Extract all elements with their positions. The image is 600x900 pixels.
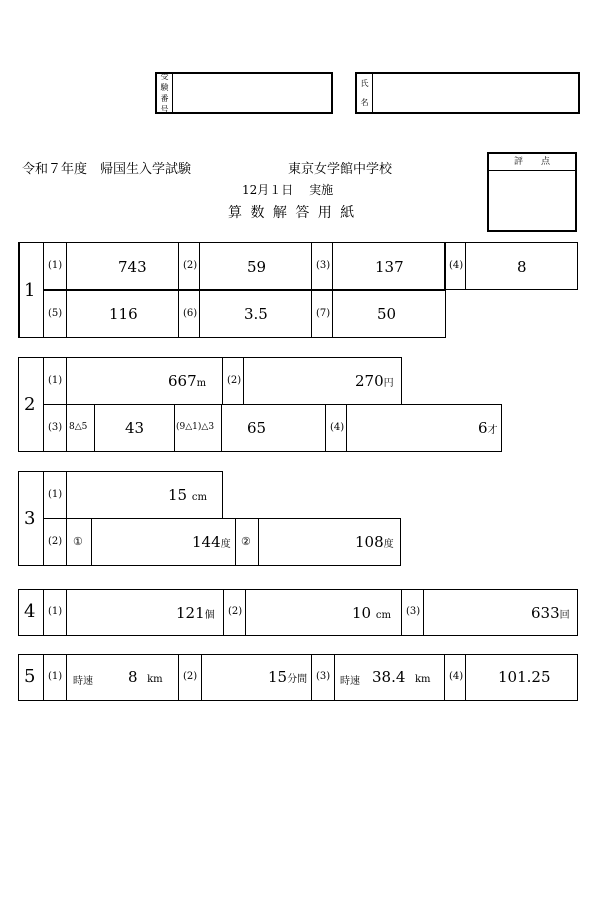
- q5-item2-value: 15: [268, 668, 288, 686]
- q2-item2-answer: [355, 372, 394, 390]
- q1-row-split: [43, 290, 446, 291]
- exam-line: 令和７年度 帰国生入学試験: [22, 162, 192, 177]
- date-line: 12月１日 実施: [242, 183, 334, 197]
- q4-item2-num: (2): [223, 589, 246, 636]
- q1-item5-answer: 116: [109, 305, 138, 323]
- q3-item2a-answer: [192, 533, 231, 551]
- q1-item1-num: (1): [43, 242, 67, 290]
- q2-item1-unit: m: [196, 378, 207, 389]
- q5-item2-num: (2): [178, 654, 202, 701]
- score-box: [487, 152, 577, 232]
- q4-frame: [18, 589, 578, 636]
- q4-section-number: 4: [24, 601, 36, 622]
- q5-item1-answer: [128, 668, 163, 686]
- exam-number-label: 受 験 番 号: [157, 74, 173, 112]
- q5-item1-value: 8: [128, 668, 138, 686]
- q2-item3-num: (3): [43, 404, 67, 452]
- q1-item3-answer: 137: [375, 258, 404, 276]
- q4-item2-value: 10: [352, 604, 372, 622]
- name-box: [355, 72, 580, 114]
- q2-item3b-prompt-cell: (9△1)△3: [174, 404, 222, 452]
- q5-item1-unit: km: [147, 674, 163, 685]
- q1-item6-num: (6): [178, 290, 200, 338]
- q1-item5-num: (5): [43, 290, 67, 338]
- score-label: 評 点: [489, 154, 575, 171]
- q1-item4-num: (4): [444, 242, 466, 290]
- q2-item4-unit: 才: [487, 425, 498, 436]
- q1-item7-answer: 50: [377, 305, 397, 323]
- q3-section-number: 3: [24, 508, 36, 529]
- q3-item1-value: 15: [168, 486, 188, 504]
- q4-item3-unit: 回: [559, 610, 570, 621]
- q2-item4-num: (4): [325, 404, 347, 452]
- q5-item3-answer: [372, 668, 431, 686]
- q3-item2a-marker-cell: ①: [67, 518, 92, 566]
- q3-item2b-value: 108: [355, 533, 384, 551]
- q2-item3b-answer: 65: [247, 419, 267, 437]
- name-label: 氏 名: [357, 74, 373, 112]
- q4-item1-answer: [176, 604, 215, 622]
- q3-item2a-unit: 度: [220, 539, 231, 550]
- q5-item4-num: (4): [444, 654, 466, 701]
- q2-item4-answer: [478, 419, 498, 437]
- q3-item2b-unit: 度: [383, 539, 394, 550]
- q4-item3-num: (3): [401, 589, 424, 636]
- q3-item1-answer: [168, 486, 207, 504]
- q4-item1-value: 121: [176, 604, 205, 622]
- q1-item6-answer: 3.5: [244, 305, 268, 323]
- q3-item1-num: (1): [43, 471, 67, 519]
- q1-section-number: 1: [24, 280, 36, 301]
- q5-item2-unit: 分間: [287, 674, 308, 685]
- q1-item2-answer: 59: [247, 258, 267, 276]
- q2-item1-num: (1): [43, 357, 67, 405]
- q4-item2-answer: [352, 604, 391, 622]
- q4-item3-value: 633: [531, 604, 560, 622]
- q3-item2-num: (2): [43, 518, 67, 566]
- q5-item3-num: (3): [311, 654, 335, 701]
- q5-item1-prefix: 時速: [73, 676, 93, 687]
- q4-item2-unit: cm: [375, 610, 391, 621]
- q5-item4-answer: 101.25: [498, 668, 551, 686]
- q3-item2b-answer: [355, 533, 394, 551]
- q2-item2-value: 270: [355, 372, 384, 390]
- q2-item4-value: 6: [478, 419, 488, 437]
- q3-item2a-value: 144: [192, 533, 221, 551]
- q2-row2: [43, 404, 502, 452]
- q1-item3-num: (3): [311, 242, 333, 290]
- q5-item3-unit: km: [414, 674, 431, 685]
- q5-item3-prefix: 時速: [340, 676, 360, 687]
- school-name: 東京女学館中学校: [288, 162, 393, 177]
- q5-section-number: 5: [24, 666, 36, 687]
- exam-number-box: [155, 72, 333, 114]
- q4-item1-num: (1): [43, 589, 67, 636]
- q3-item2b-marker-cell: ②: [235, 518, 259, 566]
- q5-item2-answer: [268, 668, 307, 686]
- q4-item1-unit: 個: [204, 610, 215, 621]
- q2-item1-value: 667: [168, 372, 197, 390]
- page-title: 算 数 解 答 用 紙: [228, 205, 357, 221]
- q1-item7-num: (7): [311, 290, 333, 338]
- q4-item3-answer: [531, 604, 570, 622]
- q2-item1-answer: [168, 372, 206, 390]
- q2-item2-unit: 円: [383, 378, 394, 389]
- q1-item4-answer: 8: [517, 258, 527, 276]
- q1-item2-num: (2): [178, 242, 200, 290]
- q2-item3a-answer: 43: [125, 419, 145, 437]
- q5-item1-num: (1): [43, 654, 67, 701]
- q2-section-number: 2: [24, 394, 36, 415]
- q2-item2-num: (2): [222, 357, 244, 405]
- q2-item3a-prompt-cell: 8△5: [67, 404, 95, 452]
- q1-item1-answer: 743: [118, 258, 147, 276]
- q3-item1-unit: cm: [191, 492, 207, 503]
- q5-item3-value: 38.4: [372, 668, 406, 686]
